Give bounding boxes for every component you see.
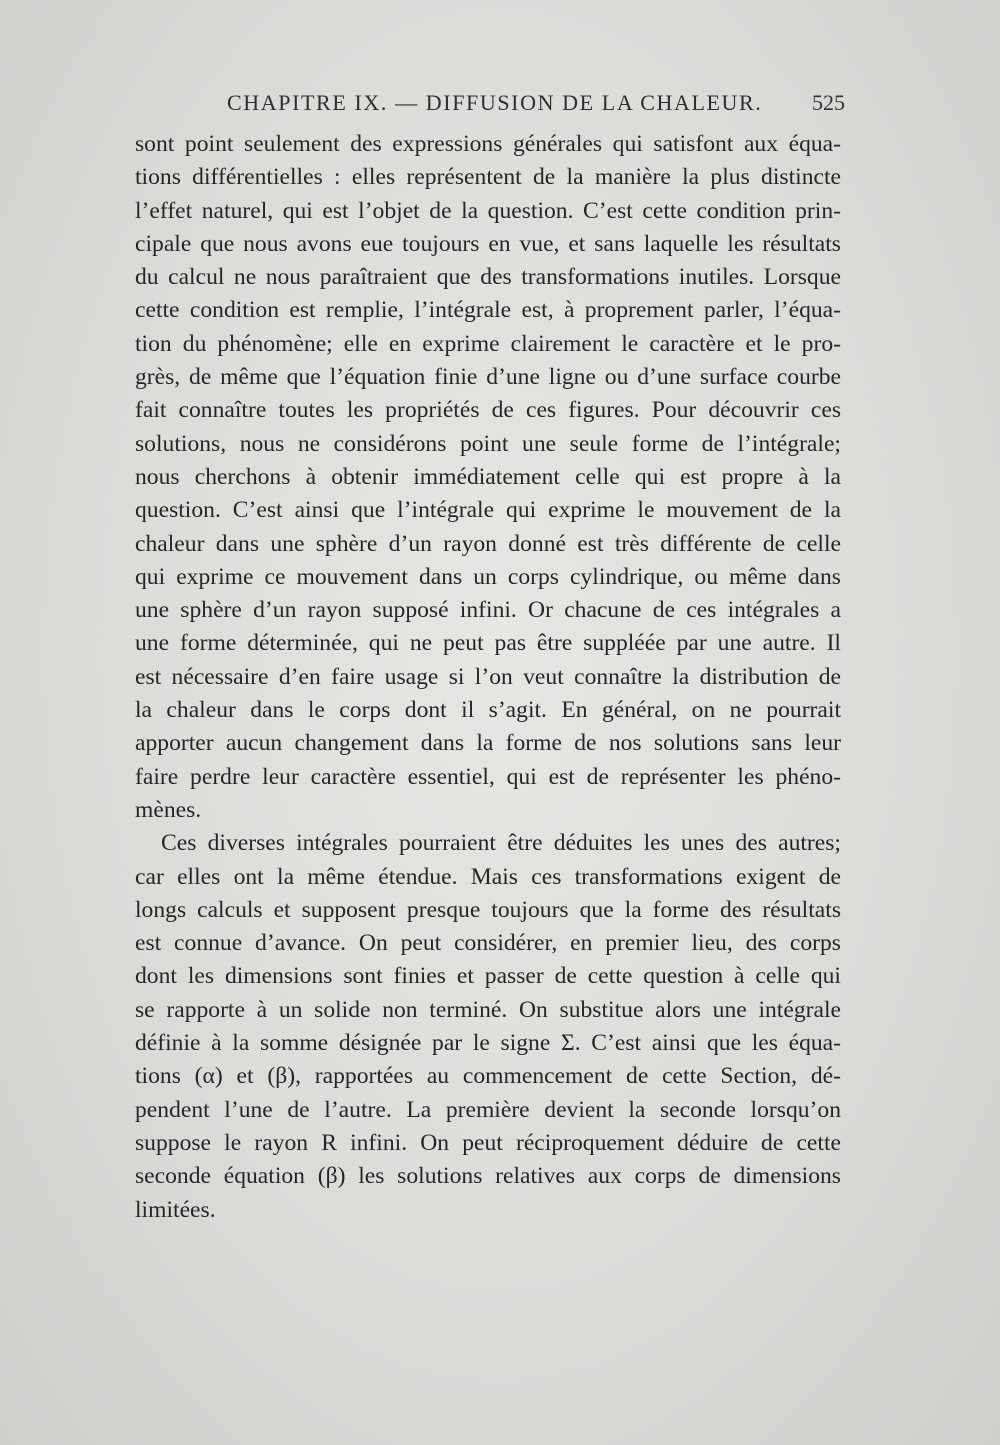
text-line: tion du phénomène; elle en exprime clairement le caractère et le pro- [135, 330, 841, 357]
text-line: cette condition est remplie, l’intégrale est, à proprement parler, l’équa- [135, 297, 841, 324]
paragraph-2 [135, 827, 841, 1227]
text-line: se rapporte à un solide non terminé. On substitue alors une intégrale [135, 996, 841, 1023]
text-line: limitées. [135, 1196, 216, 1223]
text-line: fait connaître toutes les propriétés de ces figures. Pour découvrir ces [135, 397, 841, 424]
text-line: sont point seulement des expressions générales qui satisfont aux équa- [135, 131, 841, 157]
text-line: suppose le rayon R infini. On peut réciproquement déduire de cette [135, 1129, 841, 1156]
text-line: grès, de même que l’équation finie d’une ligne ou d’une surface courbe [135, 364, 841, 391]
text-line: la chaleur dans le corps dont il s’agit. En général, on ne pourrait [135, 697, 841, 724]
text-line: est nécessaire d’en faire usage si l’on veut connaître la distribution de [135, 663, 841, 690]
text-line: dont les dimensions sont finies et passer de cette question à celle qui [135, 963, 841, 990]
text-line: est connue d’avance. On peut considérer, en premier lieu, des corps [135, 930, 841, 957]
text-line: du calcul ne nous paraîtraient que des transformations inutiles. Lorsque [135, 264, 841, 291]
text-line: seconde équation (β) les solutions relatives aux corps de dimensions [135, 1163, 841, 1190]
text-line: une sphère d’un rayon supposé infini. Or chacune de ces intégrales a [135, 597, 841, 624]
text-line: chaleur dans une sphère d’un rayon donné est très différente de celle [135, 530, 841, 557]
text-line: l’effet naturel, qui est l’objet de la question. C’est cette condition prin- [135, 197, 841, 224]
running-title: CHAPITRE IX. — DIFFUSION DE LA CHALEUR. [227, 90, 763, 115]
text-line: mènes. [135, 796, 202, 823]
text-line: une forme déterminée, qui ne peut pas être suppléée par une autre. Il [135, 630, 841, 657]
text-line: faire perdre leur caractère essentiel, qui est de représenter les phéno- [135, 763, 841, 790]
text-line: longs calculs et supposent presque toujours que la forme des résultats [135, 896, 841, 923]
text-line: qui exprime ce mouvement dans un corps cylindrique, ou même dans [135, 563, 841, 590]
running-head [135, 90, 845, 124]
text-line: tions différentielles : elles représentent de la manière la plus distincte [135, 164, 841, 191]
text-line: Ces diverses intégrales pourraient être déduites les unes des autres; [161, 830, 841, 857]
text-line: apporter aucun changement dans la forme de nos solutions sans leur [135, 730, 841, 757]
text-line: solutions, nous ne considérons point une seule forme de l’intégrale; [135, 430, 841, 457]
text-line: cipale que nous avons eue toujours en vue, et sans laquelle les résultats [135, 230, 841, 257]
body-text [135, 128, 841, 1227]
text-line: question. C’est ainsi que l’intégrale qui exprime le mouvement de la [135, 497, 841, 524]
page-number: 525 [812, 90, 845, 115]
paragraph-1 [135, 128, 841, 827]
text-line: tions (α) et (β), rapportées au commencement de cette Section, dé- [135, 1063, 841, 1090]
text-line: car elles ont la même étendue. Mais ces transformations exigent de [135, 863, 841, 890]
text-line: nous cherchons à obtenir immédiatement celle qui est propre à la [135, 463, 841, 490]
text-line: pendent l’une de l’autre. La première devient la seconde lorsqu’on [135, 1096, 841, 1123]
text-line: définie à la somme désignée par le signe Σ. C’est ainsi que les équa- [135, 1030, 841, 1057]
